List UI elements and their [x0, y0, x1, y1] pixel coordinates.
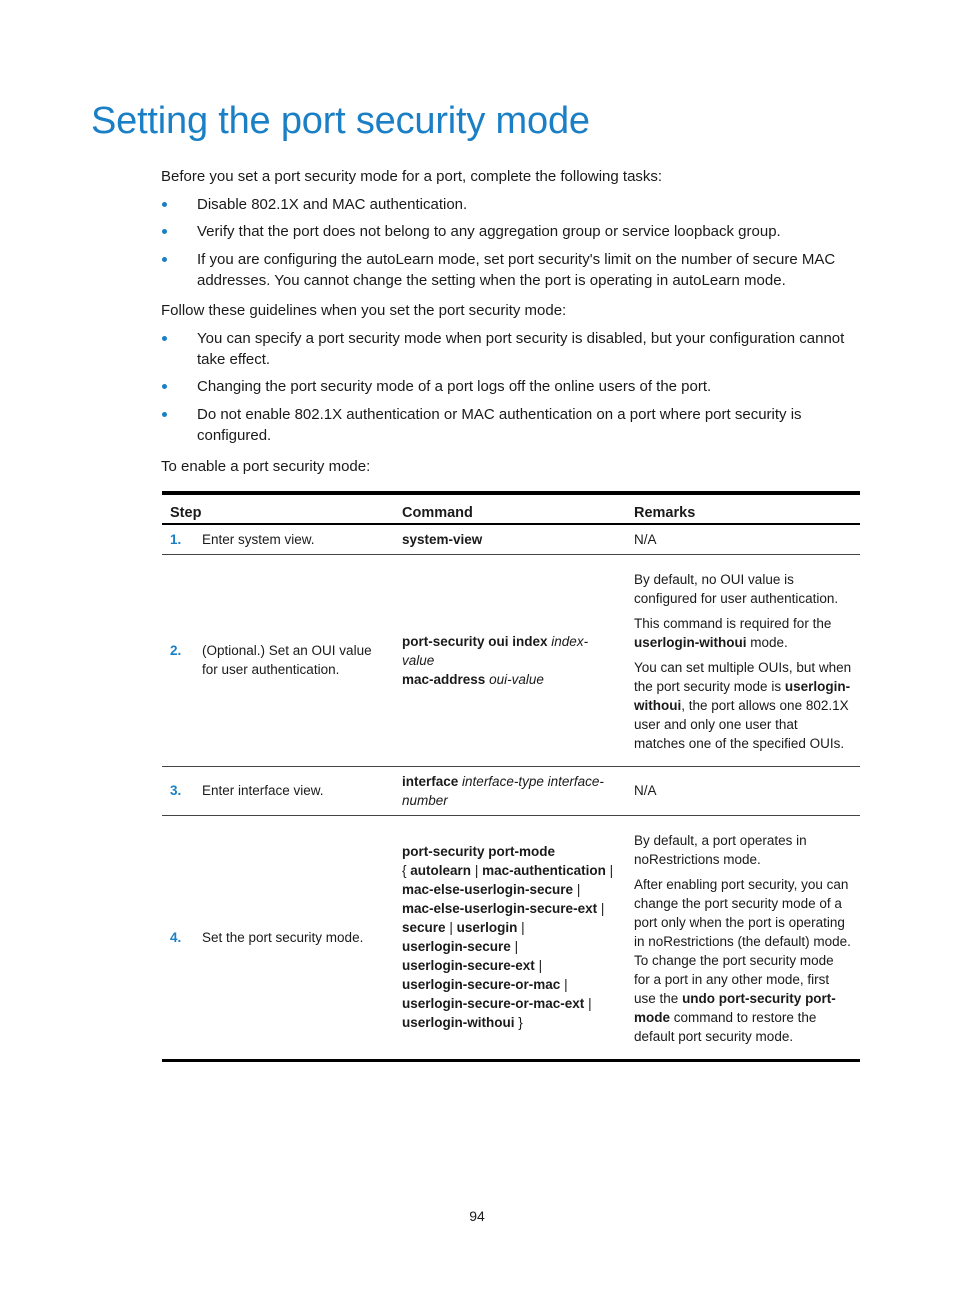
step-cell	[162, 766, 394, 815]
command-option: userlogin-secure-ext	[402, 958, 535, 973]
command-keyword: mac-address	[402, 671, 486, 687]
guideline-item	[161, 328, 866, 370]
remark-text: This command is required for the	[634, 615, 832, 631]
task-item	[161, 249, 866, 291]
task-text: If you are configuring the autoLearn mode, set port security's limit on the number of secure MAC addresses. You cannot change the setting when the port is operating in autoLearn mode.	[197, 251, 836, 289]
remarks-cell	[626, 766, 860, 815]
table-row	[162, 524, 860, 554]
step-text: Set the port security mode.	[202, 929, 364, 945]
command-option: autolearn	[410, 863, 472, 878]
step-cell	[162, 815, 394, 1060]
step-number: 1.	[170, 531, 182, 547]
command-option: mac-authentication	[482, 863, 606, 878]
command-keyword: system-view	[402, 531, 483, 547]
remark-text: N/A	[634, 531, 657, 547]
command-argument: interface-type interface-number	[402, 773, 604, 808]
guidelines-intro: Follow these guidelines when you set the port security mode:	[161, 302, 567, 319]
guideline-text: You can specify a port security mode when port security is disabled, but your configuration cannot take effect.	[197, 330, 845, 368]
task-item	[161, 221, 866, 242]
remark-paragraph	[634, 658, 852, 753]
task-item	[161, 194, 866, 215]
header-remarks: Remarks	[626, 493, 860, 524]
command-brace: }	[518, 1015, 523, 1030]
step-number: 2.	[170, 643, 182, 658]
header-step: Step	[162, 493, 394, 524]
guideline-item	[161, 376, 866, 397]
bullet-icon	[162, 257, 167, 262]
command-option: userlogin-withoui	[402, 1015, 515, 1030]
remark-text: command to restore the default port security mode.	[634, 1009, 817, 1044]
command-cell	[394, 766, 626, 815]
procedure-intro: To enable a port security mode:	[161, 458, 371, 475]
table-row	[162, 554, 860, 766]
bullet-icon	[162, 229, 167, 234]
table-header-row	[162, 493, 860, 524]
step-text: Enter system view.	[202, 531, 315, 547]
task-text: Disable 802.1X and MAC authentication.	[197, 196, 468, 213]
table-row	[162, 766, 860, 815]
command-option: userlogin-secure-or-mac-ext	[402, 996, 585, 1011]
remark-keyword: userlogin-withoui	[634, 634, 747, 650]
step-cell	[162, 554, 394, 766]
step-number: 3.	[170, 783, 182, 798]
bullet-icon	[162, 202, 167, 207]
command-option: userlogin	[456, 920, 518, 935]
remarks-cell	[626, 554, 860, 766]
page-number: 94	[469, 1208, 485, 1224]
step-cell	[162, 524, 394, 554]
command-option: mac-else-userlogin-secure-ext	[402, 901, 598, 916]
command-separator: |	[538, 958, 543, 973]
guideline-text: Do not enable 802.1X authentication or MAC authentication on a port where port security is configured.	[197, 406, 802, 444]
remark-text: , the port allows one 802.1X user and only one user that matches one of the specified OUIs.	[634, 697, 849, 751]
intro-paragraph: Before you set a port security mode for a port, complete the following tasks:	[161, 168, 663, 185]
procedure-table	[162, 491, 860, 1062]
command-argument: oui-value	[489, 671, 544, 687]
remark-keyword: userlogin-withoui	[634, 678, 851, 713]
command-cell	[394, 524, 626, 554]
remark-keyword: undo port-security port-mode	[634, 990, 836, 1025]
bullet-icon	[162, 336, 167, 341]
command-option: secure	[402, 920, 446, 935]
command-separator: |	[600, 901, 605, 916]
step-number: 4.	[170, 929, 182, 945]
command-separator: |	[576, 882, 581, 897]
command-keyword: port-security oui index	[402, 633, 548, 649]
remark-text: N/A	[634, 783, 657, 798]
remarks-cell	[626, 524, 860, 554]
remark-paragraph	[634, 875, 852, 1046]
command-option: userlogin-secure	[402, 939, 511, 954]
command-option: userlogin-secure-or-mac	[402, 977, 561, 992]
task-text: Verify that the port does not belong to any aggregation group or service loopback group.	[197, 223, 781, 240]
command-cell	[394, 554, 626, 766]
command-separator: |	[588, 996, 592, 1011]
remarks-cell	[626, 815, 860, 1060]
step-text: Enter interface view.	[202, 783, 324, 798]
command-option: mac-else-userlogin-secure	[402, 882, 574, 897]
command-keyword: interface	[402, 773, 459, 789]
table-row	[162, 815, 860, 1060]
command-separator: |	[449, 920, 453, 935]
command-separator: |	[474, 863, 479, 878]
bullet-icon	[162, 412, 167, 417]
step-text: (Optional.) Set an OUI value for user authentication.	[202, 643, 372, 677]
command-argument: index-value	[402, 633, 589, 668]
guideline-text: Changing the port security mode of a port logs off the online users of the port.	[197, 378, 712, 395]
page-title: Setting the port security mode	[91, 100, 590, 142]
remark-paragraph	[634, 614, 852, 652]
bullet-icon	[162, 384, 167, 389]
command-separator: |	[514, 939, 519, 954]
remark-text: You can set multiple OUIs, but when the port security mode is	[634, 659, 852, 694]
header-command: Command	[394, 493, 626, 524]
command-separator: |	[609, 863, 614, 878]
guideline-item	[161, 404, 866, 446]
command-cell	[394, 815, 626, 1060]
command-brace: {	[402, 863, 407, 878]
remark-text: By default, a port operates in noRestrictions mode.	[634, 832, 807, 867]
command-separator: |	[564, 977, 568, 992]
command-keyword: port-security port-mode	[402, 844, 556, 859]
remark-text: By default, no OUI value is configured for user authentication.	[634, 571, 839, 606]
remark-text: After enabling port security, you can change the port security mode of a port only when the port is operating in noRestrictions (the default) mode. To change the port security mode for a port in any other mode, first use the	[634, 876, 851, 1006]
command-separator: |	[521, 920, 525, 935]
remark-text: mode.	[750, 634, 788, 650]
